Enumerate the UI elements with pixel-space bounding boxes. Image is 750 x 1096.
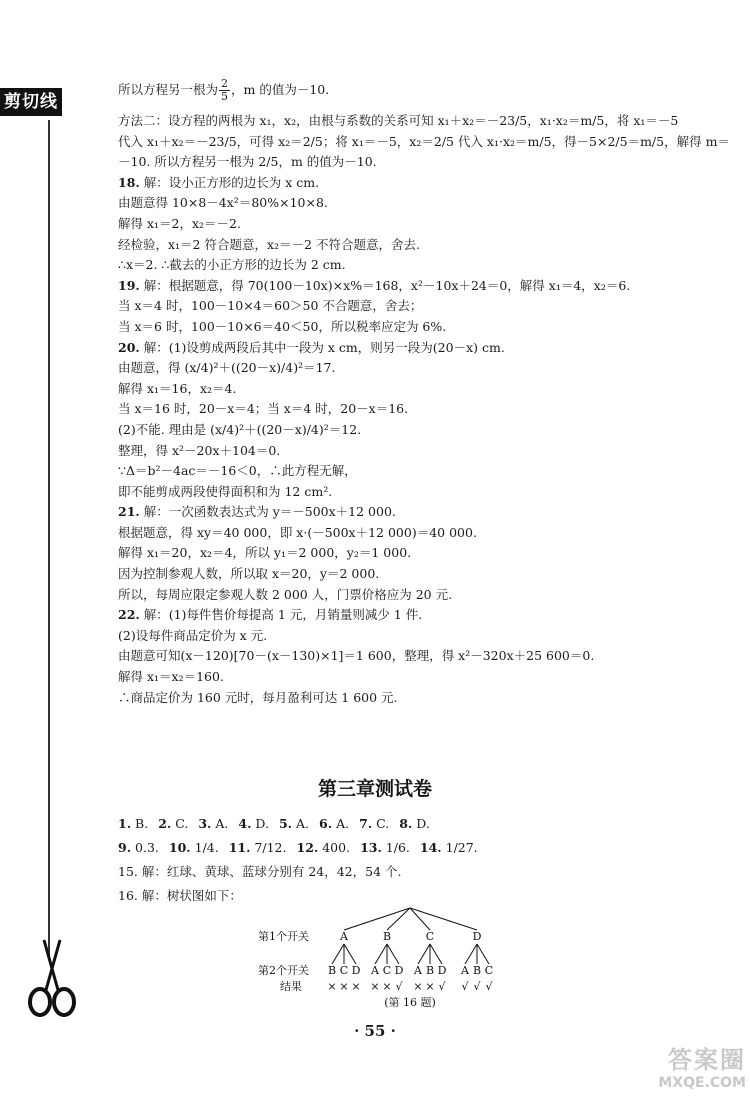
tree-result-mark: × bbox=[351, 980, 361, 993]
tree-branch bbox=[344, 908, 410, 930]
text-line: 解得 x₁＝20，x₂＝4，所以 y₁＝2 000，y₂＝1 000. bbox=[118, 545, 412, 561]
tree-branch bbox=[332, 944, 344, 964]
tree-result-mark: √ bbox=[461, 980, 469, 993]
text-line: 由题意，得 (x/4)²＋((20－x)/4)²＝17. bbox=[118, 360, 336, 376]
answer-item: 13. 1/6. bbox=[360, 840, 410, 855]
answers-row-1 bbox=[118, 812, 688, 836]
answer-item: 1. B. bbox=[118, 816, 149, 831]
tree-result-mark: × bbox=[413, 980, 423, 993]
answer-item: 10. 1/4. bbox=[168, 840, 219, 855]
text-line: 当 x＝4 时，100－10×4＝60＞50 不合题意，舍去； bbox=[118, 298, 423, 314]
text-line: 经检验，x₁＝2 符合题意，x₂＝－2 不符合题意，舍去. bbox=[118, 236, 420, 252]
page-number: · 55 · bbox=[354, 1022, 396, 1040]
text-line: 当 x＝16 时，20－x＝4；当 x＝4 时，20－x＝16. bbox=[118, 401, 409, 417]
tree-node-level1: C bbox=[425, 930, 435, 943]
tree-node-level1: A bbox=[340, 930, 348, 943]
tree-branch bbox=[387, 944, 399, 964]
text-line: 因为控制参观人数，所以取 x＝20，y＝2 000. bbox=[118, 566, 380, 582]
text-line: 由题意得 10×8－4x²＝80%×10×8. bbox=[118, 195, 328, 211]
text-line: (2)设每件商品定价为 x 元. bbox=[118, 627, 268, 643]
tree-row3-label: 结果 bbox=[280, 980, 302, 993]
answer-item: 8. D. bbox=[399, 816, 430, 831]
answer-15: 15. 解：红球、黄球、蓝球分别有 24，42，54 个. bbox=[118, 864, 402, 879]
text-line: －10. 所以方程另一根为 2/5，m 的值为－10. bbox=[118, 154, 377, 170]
answer-item: 9. 0.3. bbox=[118, 840, 159, 855]
tree-branch bbox=[465, 944, 477, 964]
tree-node-level2: C bbox=[339, 964, 349, 977]
text-line: 由题意可知(x－120)[70－(x－130)×1]＝1 600，整理，得 x²－320x＋25 600＝0. bbox=[118, 648, 595, 664]
tree-result-mark: √ bbox=[438, 980, 446, 993]
tree-node-level2: B bbox=[327, 964, 337, 977]
tree-node-level2: B bbox=[472, 964, 482, 977]
tree-row2-label: 第2个开关 bbox=[258, 964, 309, 977]
problem-number: 19. bbox=[118, 277, 140, 293]
tree-branch bbox=[387, 908, 410, 930]
tree-result-mark: × bbox=[425, 980, 435, 993]
text-line: 即不能剪成两段使得面积和为 12 cm². bbox=[118, 483, 333, 499]
tree-node-level2: C bbox=[382, 964, 392, 977]
answer-16: 16. 解：树状图如下： bbox=[118, 888, 242, 903]
tree-result-mark: √ bbox=[485, 980, 493, 993]
tree-result-mark: × bbox=[339, 980, 349, 993]
text-segment: 所以方程另一根为 bbox=[118, 82, 219, 97]
text-line: ∴商品定价为 160 元时，每月盈利可达 1 600 元. bbox=[118, 689, 398, 705]
text-line: 解得 x₁＝16，x₂＝4. bbox=[118, 380, 237, 396]
tree-node-level2: D bbox=[394, 964, 404, 977]
problem-number: 21. bbox=[118, 504, 140, 520]
tree-node-level1: D bbox=[472, 930, 482, 943]
answer-item: 14. 1/27. bbox=[419, 840, 478, 855]
text-line: 根据题意，得 xy＝40 000，即 x·(－500x＋12 000)＝40 000. bbox=[118, 524, 477, 540]
cut-line bbox=[48, 120, 50, 960]
tree-node-level2: D bbox=[437, 964, 447, 977]
text-segment: ，m 的值为－10. bbox=[231, 82, 330, 97]
answer-item: 11. 7/12. bbox=[228, 840, 287, 855]
fraction: $\frac{2}{5}$ bbox=[221, 77, 229, 103]
text-line: 当 x＝6 时，100－10×6＝40＜50，所以税率应定为 6%. bbox=[118, 318, 447, 334]
text-line: 18. 解：设小正方形的边长为 x cm. bbox=[118, 174, 320, 190]
tree-result-mark: × bbox=[382, 980, 392, 993]
watermark-title: 答案圈 bbox=[668, 1046, 746, 1074]
text-line: ∴x＝2. ∴截去的小正方形的边长为 2 cm. bbox=[118, 257, 346, 273]
tree-diagram bbox=[250, 904, 510, 1014]
tree-result-mark: × bbox=[327, 980, 337, 993]
scissors-icon bbox=[22, 938, 82, 1018]
solution-text bbox=[118, 77, 730, 708]
watermark-url: MXQE.COM bbox=[658, 1075, 746, 1091]
tree-branch bbox=[375, 944, 387, 964]
tree-node-level2: A bbox=[414, 964, 422, 977]
answer-item: 2. C. bbox=[158, 816, 189, 831]
text-line: (2)不能. 理由是 (x/4)²＋((20－x)/4)²＝12. bbox=[118, 421, 362, 437]
tree-node-level2: B bbox=[425, 964, 435, 977]
answer-item: 12. 400. bbox=[296, 840, 351, 855]
cut-line-label: 剪切线 bbox=[0, 88, 62, 116]
tree-result-mark: × bbox=[370, 980, 380, 993]
answer-item: 4. D. bbox=[238, 816, 269, 831]
tree-result-mark: √ bbox=[395, 980, 403, 993]
text-line bbox=[118, 78, 688, 103]
problem-number: 22. bbox=[118, 607, 140, 623]
tree-node-level2: C bbox=[484, 964, 494, 977]
text-line: 20. 解：(1)设剪成两段后其中一段为 x cm，则另一段为(20－x) cm. bbox=[118, 339, 505, 355]
section-title: 第三章测试卷 bbox=[317, 778, 432, 800]
answer-item: 7. C. bbox=[359, 816, 390, 831]
text-line: 整理，得 x²－20x＋104＝0. bbox=[118, 442, 281, 458]
tree-row1-label: 第1个开关 bbox=[258, 930, 309, 943]
tree-node-level2: D bbox=[351, 964, 361, 977]
answer-item: 6. A. bbox=[319, 816, 350, 831]
watermark bbox=[618, 1040, 746, 1092]
text-line: 19. 解：根据题意，得 70(100－10x)×x%＝168，x²－10x＋24＝0，解得 x₁＝4，x₂＝6. bbox=[118, 277, 631, 293]
text-line: 方法二：设方程的两根为 x₁，x₂，由根与系数的关系可知 x₁＋x₂＝－23/5，x₁·x₂＝m/5，将 x₁＝－5 bbox=[118, 113, 679, 128]
tree-branch bbox=[344, 944, 356, 964]
tree-branch bbox=[477, 944, 489, 964]
text-line: 22. 解：(1)每件售价每提高 1 元，月销量则减少 1 件. bbox=[118, 607, 423, 623]
tree-node-level2: A bbox=[371, 964, 379, 977]
text-line: 解得 x₁＝x₂＝160. bbox=[118, 669, 224, 685]
answer-item: 3. A. bbox=[198, 816, 229, 831]
text-line: 解得 x₁＝2，x₂＝－2. bbox=[118, 215, 241, 231]
answers-row-2 bbox=[118, 836, 688, 860]
answer-key bbox=[118, 812, 688, 908]
tree-caption: (第 16 题) bbox=[384, 996, 436, 1009]
text-line: 代入 x₁＋x₂＝－23/5，可得 x₂＝2/5；将 x₁＝－5，x₂＝2/5 代入 x₁·x₂＝m/5，得－5×2/5＝m/5，解得 m＝ bbox=[118, 133, 730, 149]
tree-result-mark: √ bbox=[473, 980, 481, 993]
tree-node-level1: B bbox=[382, 930, 392, 943]
tree-branch bbox=[418, 944, 430, 964]
tree-node-level2: A bbox=[461, 964, 469, 977]
answer-item: 5. A. bbox=[278, 816, 310, 831]
text-line: 所以，每周应限定参观人数 2 000 人，门票价格应为 20 元. bbox=[118, 586, 453, 602]
problem-number: 18. bbox=[118, 174, 140, 190]
tree-branch bbox=[430, 944, 442, 964]
text-line: ∵Δ＝b²－4ac＝－16＜0，∴此方程无解， bbox=[118, 463, 357, 479]
problem-number: 20. bbox=[118, 339, 140, 355]
text-line: 21. 解：一次函数表达式为 y＝－500x＋12 000. bbox=[118, 504, 396, 520]
